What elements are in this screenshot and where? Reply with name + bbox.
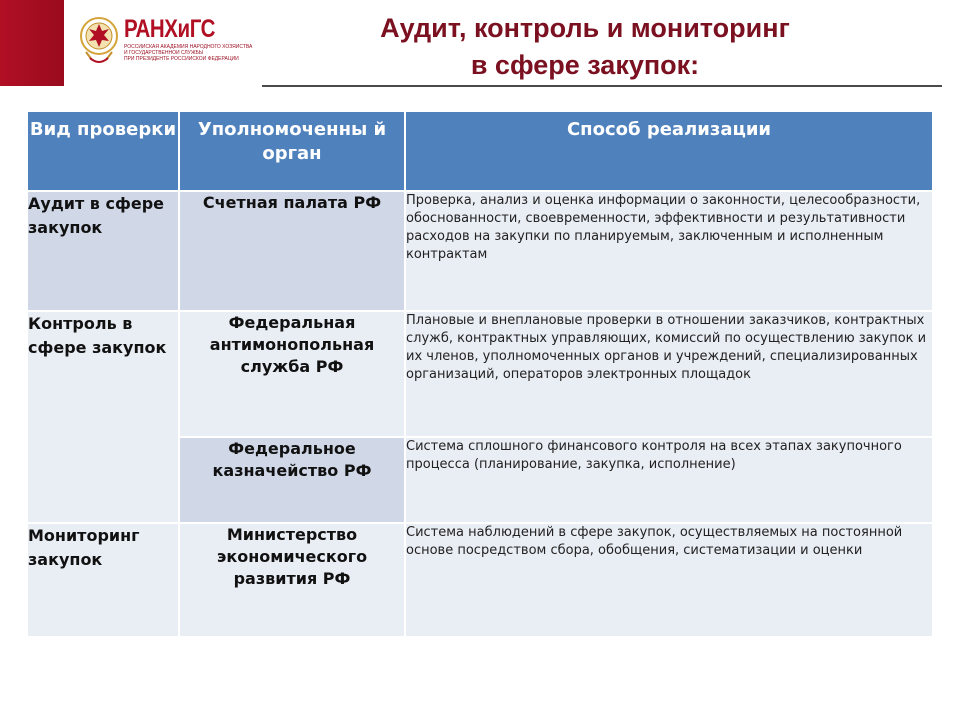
table-row [27,311,933,437]
cell-method-control-treasury: Система сплошного финансового контроля на всех этапах закупочного процесса (планирование, закупка, исполнение) [405,437,933,523]
logo-subtitle-line: ПРИ ПРЕЗИДЕНТЕ РОССИЙСКОЙ ФЕДЕРАЦИИ [124,56,239,62]
cell-organ-control-treasury: Федеральное казначейство РФ [179,437,405,523]
eagle-emblem-icon [78,14,120,66]
slide-title [300,10,870,84]
logo-subtitle-line: И ГОСУДАРСТВЕННОЙ СЛУЖБЫ [124,50,204,56]
table-row [27,191,933,311]
table-header-row [27,111,933,191]
header-organ: Уполномоченны й орган [179,111,405,191]
cell-kind-monitoring: Мониторинг закупок [27,523,179,637]
slide-title-line-2: в сфере закупок: [470,50,700,80]
cell-method-monitoring: Система наблюдений в сфере закупок, осуществляемых на постоянной основе посредством сбора, обобщения, систематизации и оценки [405,523,933,637]
cell-organ-audit: Счетная палата РФ [179,191,405,311]
cell-method-control-fas: Плановые и внеплановые проверки в отношении заказчиков, контрактных служб, контрактных управляющих, комиссий по осуществлению закупок и их членов, уполномоченных органов и учреждений, специализированных организаций, операторов электронных площадок [405,311,933,437]
ranepa-logo [78,12,253,68]
logo-subtitle [124,44,254,62]
header-method: Способ реализации [405,111,933,191]
logo-subtitle-line: РОССИЙСКАЯ АКАДЕМИЯ НАРОДНОГО ХОЗЯЙСТВА [124,44,253,50]
logo-wordmark: РАНХиГС [124,15,216,43]
header-kind: Вид проверки [27,111,179,191]
procurement-checks-table [26,110,934,638]
cell-method-audit: Проверка, анализ и оценка информации о законности, целесообразности, обоснованности, своевременности, эффективности и результативности расходов на закупки по планируемым, заключенным и исполненным контрактам [405,191,933,311]
title-divider [262,85,942,87]
cell-organ-monitoring: Министерство экономического развития РФ [179,523,405,637]
cell-kind-audit: Аудит в сфере закупок [27,191,179,311]
cell-kind-control: Контроль в сфере закупок [27,311,179,523]
brand-bar [0,0,64,86]
cell-organ-control-fas: Федеральная антимонопольная служба РФ [179,311,405,437]
table-row [27,523,933,637]
slide-title-line-1: Аудит, контроль и мониторинг [380,13,790,43]
